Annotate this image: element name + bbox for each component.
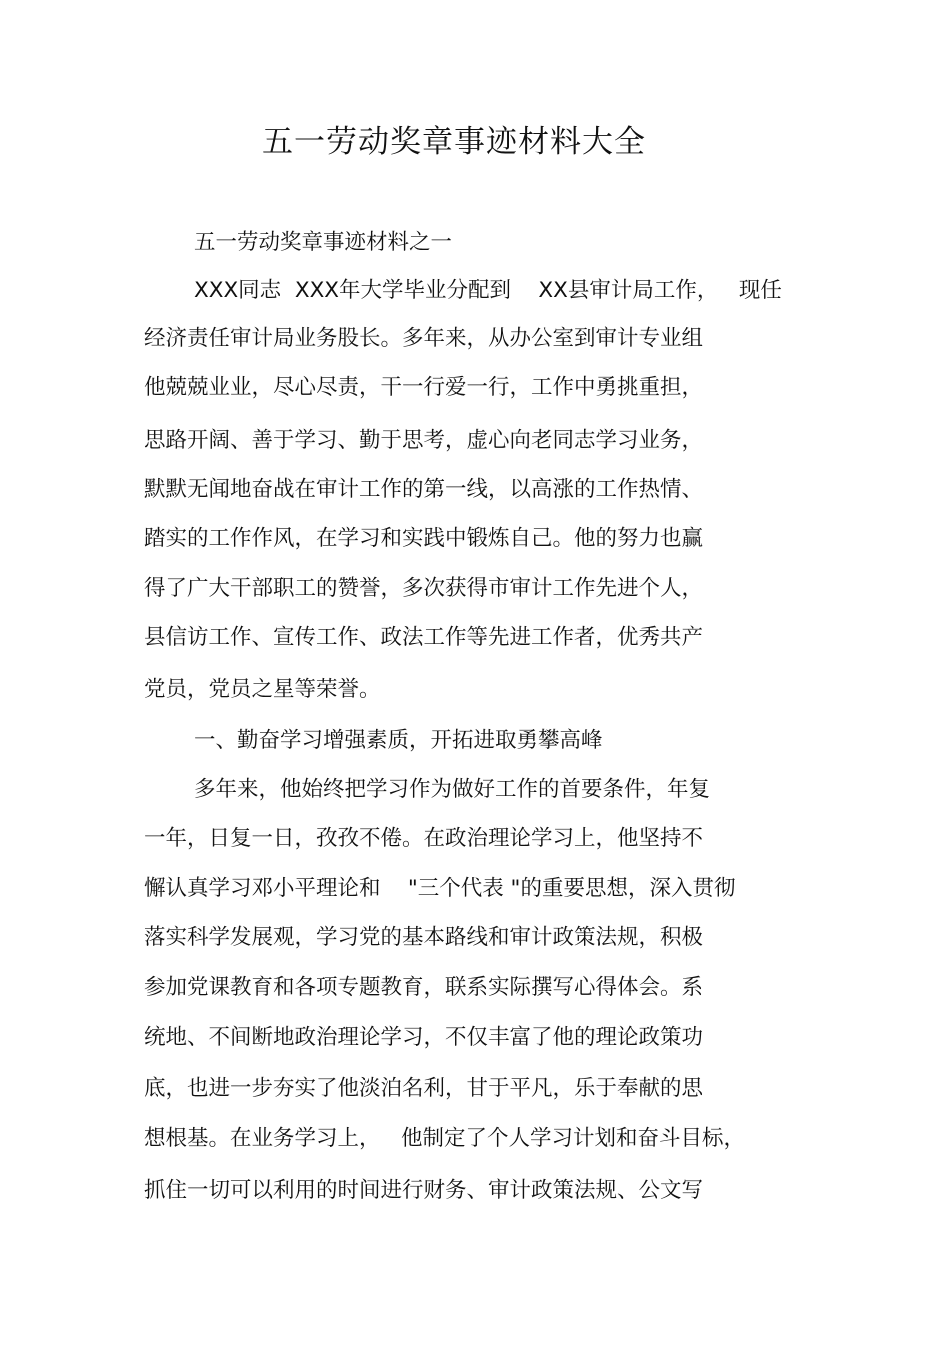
paragraph-line: 落实科学发展观，学习党的基本路线和审计政策法规，积极 — [144, 925, 704, 950]
paragraph-line: 想根基。在业务学习上， 他制定了个人学习计划和奋斗目标， — [144, 1126, 746, 1151]
paragraph-line: 多年来，他始终把学习作为做好工作的首要条件，年复 — [194, 777, 711, 802]
document-title: 五一劳动奖章事迹材料大全 — [262, 124, 646, 160]
section-heading-material-1: 五一劳动奖章事迹材料之一 — [194, 230, 453, 255]
paragraph-line: 党员，党员之星等荣誉。 — [144, 677, 381, 702]
paragraph-line: 县信访工作、宣传工作、政法工作等先进工作者，优秀共产 — [144, 625, 704, 650]
section-heading-1: 一、勤奋学习增强素质，开拓进取勇攀高峰 — [194, 728, 603, 753]
paragraph-line: 经济责任审计局业务股长。多年来，从办公室到审计专业组 — [144, 326, 704, 351]
paragraph-line: 他兢兢业业，尽心尽责，干一行爱一行，工作中勇挑重担， — [144, 375, 704, 400]
paragraph-line: 得了广大干部职工的赞誉，多次获得市审计工作先进个人， — [144, 576, 704, 601]
paragraph-line: 一年，日复一日，孜孜不倦。在政治理论学习上，他坚持不 — [144, 826, 704, 851]
paragraph-line: 抓住一切可以利用的时间进行财务、审计政策法规、公文写 — [144, 1178, 704, 1203]
paragraph-line: XXX同志 XXX年大学毕业分配到 XX县审计局工作， 现任 — [194, 278, 782, 303]
paragraph-line: 思路开阔、善于学习、勤于思考，虚心向老同志学习业务， — [144, 428, 704, 453]
paragraph-line: 默默无闻地奋战在审计工作的第一线，以高涨的工作热情、 — [144, 477, 704, 502]
paragraph-line: 底，也进一步夯实了他淡泊名利，甘于平凡，乐于奉献的思 — [144, 1076, 704, 1101]
paragraph-line: 踏实的工作作风，在学习和实践中锻炼自己。他的努力也赢 — [144, 526, 704, 551]
paragraph-line: 统地、不间断地政治理论学习，不仅丰富了他的理论政策功 — [144, 1025, 704, 1050]
paragraph-line: 懈认真学习邓小平理论和 "三个代表 "的重要思想，深入贯彻 — [144, 876, 736, 901]
paragraph-line: 参加党课教育和各项专题教育，联系实际撰写心得体会。系 — [144, 975, 704, 1000]
